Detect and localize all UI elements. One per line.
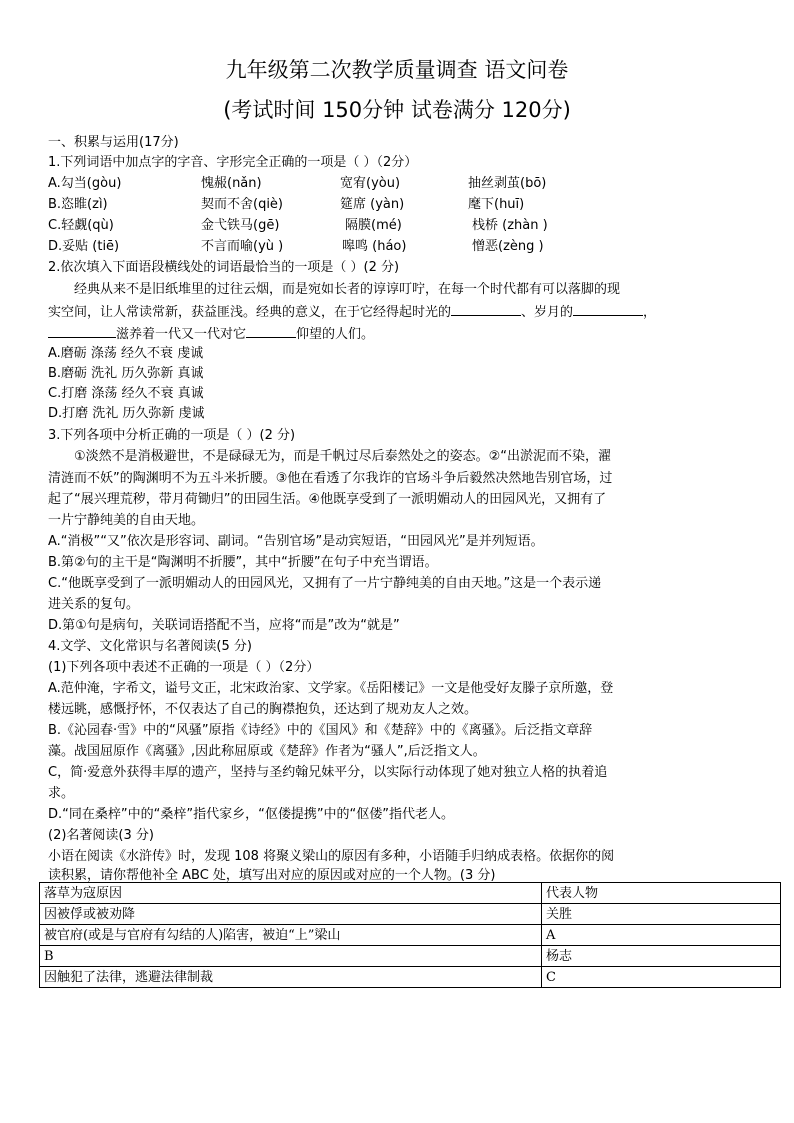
q1-option-cell: 愧赧(nǎn): [201, 176, 262, 191]
fill-blank: [451, 302, 521, 316]
q1-option-cell: 筵席 (yàn): [340, 197, 405, 212]
q1-option-row: [48, 174, 748, 193]
table-cell: B: [40, 946, 542, 967]
water-margin-table: [39, 882, 781, 988]
fill-blank: [48, 324, 116, 338]
q1-option-row: [48, 216, 748, 235]
q1-option-cell: 嗥鸣 (háo): [342, 239, 407, 254]
q4-option: B.《沁园春·雪》中的“风骚”原指《诗经》中的《国风》和《楚辞》中的《离骚》。后泛指文章辞: [48, 723, 593, 738]
q3-option: C.“他既享受到了一派明媚动人的田园风光，又拥有了一片宁静纯美的自由天地。”这是一个表示递: [48, 576, 602, 591]
exam-subtitle: (考试时间 150分钟 试卷满分 120分): [223, 98, 571, 122]
q3-option: 进关系的复句。: [48, 597, 140, 612]
fill-blank: [573, 302, 643, 316]
q1-stem: 1.下列词语中加点字的字音、字形完全正确的一项是（ ）（2分）: [48, 155, 418, 170]
q2-option: D.打磨 洗礼 历久弥新 虔诚: [48, 406, 205, 421]
q3-option: B.第②句的主干是“陶渊明不折腰”，其中“折腰”在句子中充当谓语。: [48, 555, 438, 570]
q1-option-cell: 不言而喻(yù ): [201, 239, 284, 254]
table-header-row: [40, 883, 781, 904]
q1-option-cell: 憎恶(zèng ): [472, 239, 544, 254]
q2-passage-line: 实空间，让人常读常新，获益匪浅。经典的意义，在于它经得起时光的 、岁月的 ，: [48, 302, 656, 322]
q2-option: A.磨砺 涤荡 经久不衰 虔诚: [48, 346, 204, 361]
table-cell: 因触犯了法律，逃避法律制裁: [40, 967, 542, 988]
section-heading: 一、积累与运用(17分): [48, 135, 179, 150]
table-row: [40, 904, 781, 925]
q1-option-cell: 宽宥(yòu): [340, 176, 401, 191]
q3-option: A.“消极”“又”依次是形容词、副词。“告别官场”是动宾短语，“田园风光”是并列短语。: [48, 534, 544, 549]
q3-passage-line: 一片宁静纯美的自由天地。: [48, 513, 205, 528]
q3-passage-line: 清涟而不妖”的陶渊明不为五斗米折腰。③他在看透了尔我诈的官场斗争后毅然决然地告别官场，过: [48, 471, 613, 486]
q4-stem: 4.文学、文化常识与名著阅读(5 分): [48, 639, 252, 654]
q1-option-row: [48, 195, 748, 214]
q1-option-cell: 契而不舍(qiè): [201, 197, 284, 212]
q4-sub2: (2)名著阅读(3 分): [48, 828, 154, 843]
q3-option: D.第①句是病句，关联词语搭配不当，应将“而是”改为“就是”: [48, 618, 400, 633]
q4-option: 藻。战国屈原作《离骚》,因此称屈原或《楚辞》作者为“骚人”,后泛指文人。: [48, 744, 486, 759]
table-row: [40, 946, 781, 967]
table-row: [40, 967, 781, 988]
q4-sub2-text: 读积累，请你帮他补全 ABC 处，填写出对应的原因或对应的一个人物。(3 分): [48, 868, 496, 883]
table-row: [40, 925, 781, 946]
exam-title: 九年级第二次教学质量调查 语文问卷: [225, 58, 569, 82]
fill-blank: [246, 324, 296, 338]
q2-option: C.打磨 涤荡 经久不衰 真诚: [48, 386, 204, 401]
q4-sub1: (1)下列各项中表述不正确的一项是（ ）（2分）: [48, 660, 320, 675]
table-cell: A: [542, 925, 781, 946]
q1-option-cell: 金弋铁马(gē): [201, 218, 280, 233]
q1-option-b: B.恣睢(zì): [48, 197, 108, 212]
q2-passage-line: 滋养着一代又一代对它 仰望的人们。: [48, 324, 374, 344]
q4-sub2-text: 小语在阅读《水浒传》时，发现 108 将聚义梁山的原因有多种，小语随手归纳成表格。依据你的阅: [48, 849, 615, 864]
q4-option: 楼远眺，感慨抒怀，不仅表达了自己的胸襟抱负，还达到了规劝友人之效。: [48, 702, 478, 717]
table-header-cell: 落草为寇原因: [40, 883, 542, 904]
q1-option-a: A.勾当(gòu): [48, 176, 122, 191]
q4-option: C，简·爱意外获得丰厚的遗产，坚持与圣约翰兄妹平分，以实际行动体现了她对独立人格的执着追: [48, 765, 608, 780]
q2-passage-line: 经典从来不是旧纸堆里的过往云烟，而是宛如长者的谆谆叮咛，在每一个时代都有可以落脚的现: [74, 282, 621, 297]
q2-stem: 2.依次填入下面语段横线处的词语最恰当的一项是（ ）(2 分): [48, 260, 400, 275]
table-header-cell: 代表人物: [542, 883, 781, 904]
table-cell: 因被俘或被劝降: [40, 904, 542, 925]
q1-option-cell: 抽丝剥茧(bō): [468, 176, 547, 191]
table-cell: 关胜: [542, 904, 781, 925]
q1-option-cell: 隔膜(mé): [345, 218, 402, 233]
q1-option-d: D.妥贴 (tiē): [48, 239, 120, 254]
q1-option-cell: 栈桥 (zhàn ): [472, 218, 548, 233]
q4-option: A.范仲淹，字希文，谥号文正，北宋政治家、文学家。《岳阳楼记》一文是他受好友滕子京所邀，登: [48, 681, 614, 696]
q3-passage-line: ①淡然不是消极避世，不是碌碌无为，而是千帆过尽后泰然处之的姿态。②“出淤泥而不染，濯: [74, 449, 612, 464]
q3-stem: 3.下列各项中分析正确的一项是（ ）(2 分): [48, 428, 296, 443]
q2-option: B.磨砺 洗礼 历久弥新 真诚: [48, 366, 204, 381]
q1-option-cell: 麾下(huī): [468, 197, 525, 212]
q1-option-c: C.轻觑(qù): [48, 218, 114, 233]
q1-option-row: [48, 237, 748, 256]
table-cell: 被官府(或是与官府有勾结的人)陷害，被迫“上”梁山: [40, 925, 542, 946]
q3-passage-line: 起了“展兴理荒秽，带月荷锄归”的田园生活。④他既享受到了一派明媚动人的田园风光，又拥有了: [48, 492, 607, 507]
q4-option: D.“同在桑梓”中的“桑梓”指代家乡，“伛偻提携”中的“伛偻”指代老人。: [48, 807, 455, 822]
table-cell: 杨志: [542, 946, 781, 967]
table-cell: C: [542, 967, 781, 988]
q4-option: 求。: [48, 786, 75, 801]
